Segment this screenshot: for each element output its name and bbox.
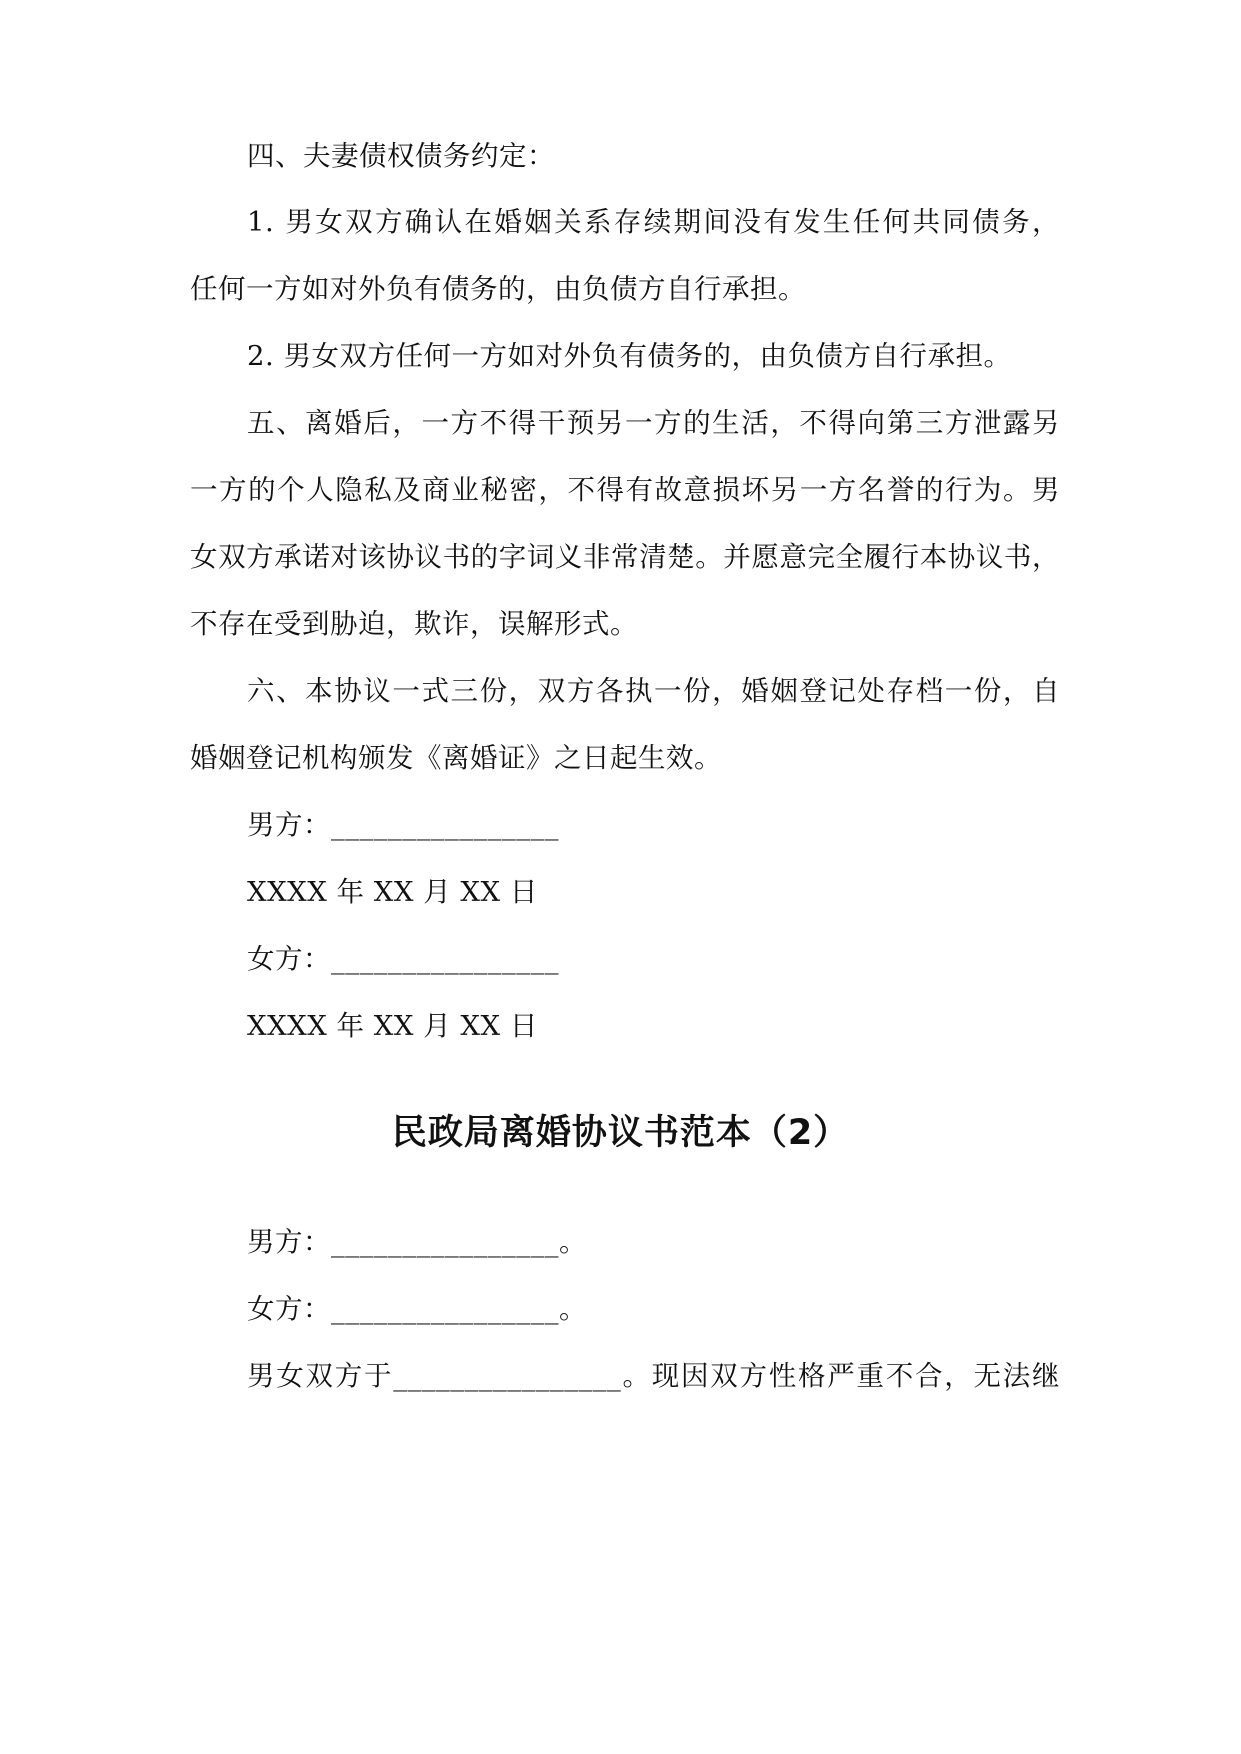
section5-line4: 不存在受到胁迫，欺诈，误解形式。 (190, 608, 638, 640)
male-date: XXXX 年 XX 月 XX 日 (247, 876, 538, 908)
section5-line2: 一方的个人隐私及商业秘密，不得有故意损坏另一方名誉的行为。男 (190, 474, 1060, 506)
male-signature: 男方：________________ (247, 809, 559, 841)
section5-line3: 女双方承诺对该协议书的字词义非常清楚。并愿意完全履行本协议书， (190, 541, 1060, 573)
section6-line2: 婚姻登记机构颁发《离婚证》之日起生效。 (190, 742, 722, 774)
section4-item1-line1: 1. 男女双方确认在婚姻关系存续期间没有发生任何共同债务， (247, 206, 1060, 238)
female-signature: 女方：________________ (247, 943, 559, 975)
female-date: XXXX 年 XX 月 XX 日 (247, 1010, 538, 1042)
template2-male: 男方：________________。 (247, 1226, 587, 1258)
section4-item1-line2: 任何一方如对外负有债务的，由负债方自行承担。 (190, 273, 806, 305)
template2-intro: 男女双方于________________。现因双方性格严重不合，无法继 (247, 1360, 1060, 1392)
section4-heading: 四、夫妻债权债务约定： (247, 140, 555, 172)
section5-line1: 五、离婚后，一方不得干预另一方的生活，不得向第三方泄露另 (247, 407, 1060, 439)
document-title: 民政局离婚协议书范本（2） (391, 1113, 850, 1153)
section4-item2: 2. 男女双方任何一方如对外负有债务的，由负债方自行承担。 (247, 340, 1012, 372)
template2-female: 女方：________________。 (247, 1293, 587, 1325)
section6-line1: 六、本协议一式三份，双方各执一份，婚姻登记处存档一份，自 (247, 675, 1060, 707)
